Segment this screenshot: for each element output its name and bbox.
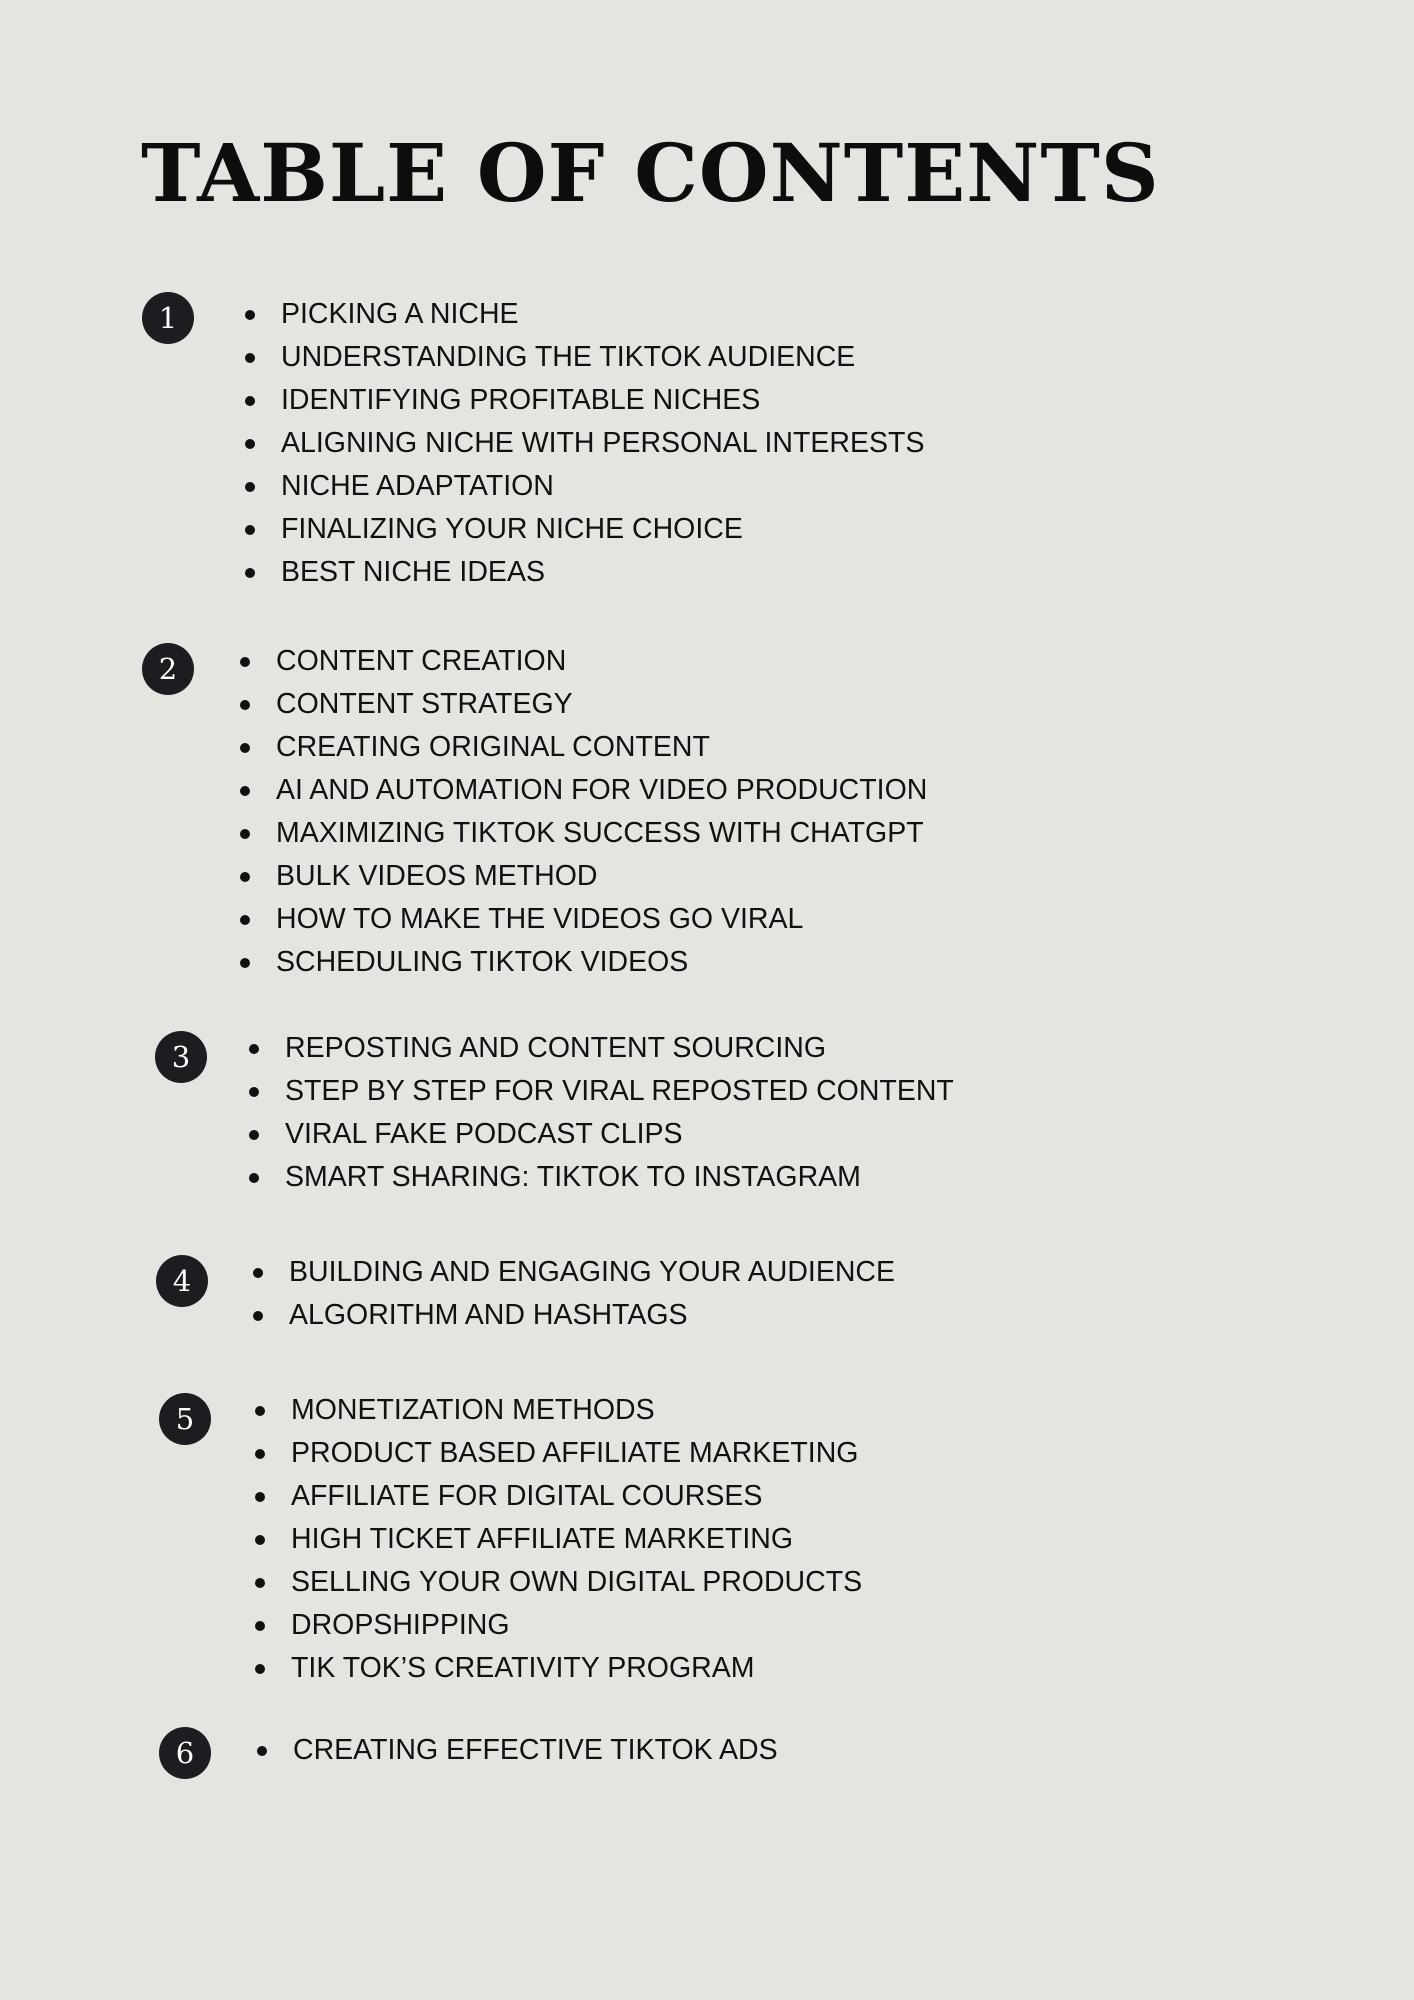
- toc-item-label: SMART SHARING: TIKTOK TO INSTAGRAM: [285, 1161, 861, 1193]
- toc-list-item: [245, 465, 924, 508]
- bullet-dot-icon: [245, 525, 255, 535]
- toc-item-label: AFFILIATE FOR DIGITAL COURSES: [291, 1480, 763, 1512]
- bullet-dot-icon: [255, 1621, 265, 1631]
- section-item-list: [255, 1389, 862, 1690]
- section-number-badge: 4: [156, 1255, 208, 1307]
- toc-item-label: AI AND AUTOMATION FOR VIDEO PRODUCTION: [276, 774, 928, 806]
- bullet-dot-icon: [255, 1664, 265, 1674]
- toc-list-item: [255, 1389, 862, 1432]
- toc-item-label: CONTENT CREATION: [276, 645, 567, 677]
- bullet-dot-icon: [240, 829, 250, 839]
- bullet-dot-icon: [249, 1173, 259, 1183]
- toc-item-label: DROPSHIPPING: [291, 1609, 510, 1641]
- toc-item-label: REPOSTING AND CONTENT SOURCING: [285, 1032, 827, 1064]
- toc-item-label: HIGH TICKET AFFILIATE MARKETING: [291, 1523, 793, 1555]
- bullet-dot-icon: [253, 1268, 263, 1278]
- toc-item-label: BUILDING AND ENGAGING YOUR AUDIENCE: [289, 1256, 896, 1288]
- bullet-dot-icon: [257, 1746, 267, 1756]
- toc-list-item: [249, 1113, 954, 1156]
- bullet-dot-icon: [255, 1449, 265, 1459]
- bullet-dot-icon: [240, 872, 250, 882]
- bullet-dot-icon: [240, 700, 250, 710]
- toc-item-label: IDENTIFYING PROFITABLE NICHES: [281, 384, 761, 416]
- toc-list-item: [240, 855, 927, 898]
- bullet-dot-icon: [249, 1087, 259, 1097]
- toc-list-item: [245, 551, 924, 594]
- page-title: TABLE OF CONTENTS: [141, 126, 1160, 220]
- toc-list-item: [255, 1604, 862, 1647]
- bullet-dot-icon: [255, 1406, 265, 1416]
- bullet-dot-icon: [249, 1130, 259, 1140]
- section-number-badge: 5: [159, 1393, 211, 1445]
- bullet-dot-icon: [245, 310, 255, 320]
- toc-list-item: [240, 941, 927, 984]
- toc-list-item: [245, 508, 924, 551]
- toc-item-label: PRODUCT BASED AFFILIATE MARKETING: [291, 1437, 859, 1469]
- bullet-dot-icon: [245, 353, 255, 363]
- toc-list-item: [257, 1729, 778, 1772]
- toc-item-label: FINALIZING YOUR NICHE CHOICE: [281, 513, 743, 545]
- toc-item-label: ALGORITHM AND HASHTAGS: [289, 1299, 688, 1331]
- section-item-list: [253, 1251, 895, 1337]
- toc-list-item: [249, 1027, 954, 1070]
- section-number-badge: 6: [159, 1727, 211, 1779]
- bullet-dot-icon: [240, 657, 250, 667]
- toc-item-label: HOW TO MAKE THE VIDEOS GO VIRAL: [276, 903, 804, 935]
- toc-list-item: [240, 640, 927, 683]
- toc-item-label: VIRAL FAKE PODCAST CLIPS: [285, 1118, 683, 1150]
- bullet-dot-icon: [245, 396, 255, 406]
- section-item-list: [245, 293, 924, 594]
- toc-list-item: [255, 1432, 862, 1475]
- toc-list-item: [255, 1475, 862, 1518]
- bullet-dot-icon: [240, 786, 250, 796]
- toc-list-item: [255, 1647, 862, 1690]
- toc-list-item: [253, 1294, 895, 1337]
- toc-item-label: UNDERSTANDING THE TIKTOK AUDIENCE: [281, 341, 856, 373]
- toc-list-item: [255, 1518, 862, 1561]
- toc-item-label: PICKING A NICHE: [281, 298, 519, 330]
- toc-item-label: NICHE ADAPTATION: [281, 470, 554, 502]
- toc-list-item: [240, 812, 927, 855]
- toc-list-item: [249, 1070, 954, 1113]
- toc-list-item: [240, 726, 927, 769]
- bullet-dot-icon: [255, 1578, 265, 1588]
- bullet-dot-icon: [240, 958, 250, 968]
- bullet-dot-icon: [255, 1492, 265, 1502]
- toc-list-item: [240, 898, 927, 941]
- toc-item-label: SELLING YOUR OWN DIGITAL PRODUCTS: [291, 1566, 863, 1598]
- section-item-list: [240, 640, 927, 984]
- section-item-list: [257, 1729, 778, 1772]
- bullet-dot-icon: [249, 1044, 259, 1054]
- toc-list-item: [253, 1251, 895, 1294]
- section-item-list: [249, 1027, 954, 1199]
- toc-list-item: [240, 683, 927, 726]
- section-number-badge: 1: [142, 292, 194, 344]
- section-number-badge: 2: [142, 643, 194, 695]
- toc-list-item: [240, 769, 927, 812]
- toc-item-label: STEP BY STEP FOR VIRAL REPOSTED CONTENT: [285, 1075, 954, 1107]
- toc-list-item: [255, 1561, 862, 1604]
- toc-item-label: BEST NICHE IDEAS: [281, 556, 545, 588]
- toc-item-label: CREATING EFFECTIVE TIKTOK ADS: [293, 1734, 778, 1766]
- bullet-dot-icon: [253, 1311, 263, 1321]
- bullet-dot-icon: [245, 482, 255, 492]
- toc-item-label: TIK TOK’S CREATIVITY PROGRAM: [291, 1652, 755, 1684]
- toc-list-item: [245, 336, 924, 379]
- toc-list-item: [245, 379, 924, 422]
- toc-item-label: ALIGNING NICHE WITH PERSONAL INTERESTS: [281, 427, 925, 459]
- bullet-dot-icon: [240, 743, 250, 753]
- bullet-dot-icon: [240, 915, 250, 925]
- bullet-dot-icon: [255, 1535, 265, 1545]
- toc-list-item: [249, 1156, 954, 1199]
- toc-item-label: CONTENT STRATEGY: [276, 688, 573, 720]
- toc-item-label: BULK VIDEOS METHOD: [276, 860, 598, 892]
- toc-item-label: MAXIMIZING TIKTOK SUCCESS WITH CHATGPT: [276, 817, 924, 849]
- toc-list-item: [245, 293, 924, 336]
- toc-list-item: [245, 422, 924, 465]
- toc-item-label: CREATING ORIGINAL CONTENT: [276, 731, 710, 763]
- section-number-badge: 3: [155, 1031, 207, 1083]
- bullet-dot-icon: [245, 439, 255, 449]
- toc-item-label: MONETIZATION METHODS: [291, 1394, 655, 1426]
- bullet-dot-icon: [245, 568, 255, 578]
- toc-item-label: SCHEDULING TIKTOK VIDEOS: [276, 946, 689, 978]
